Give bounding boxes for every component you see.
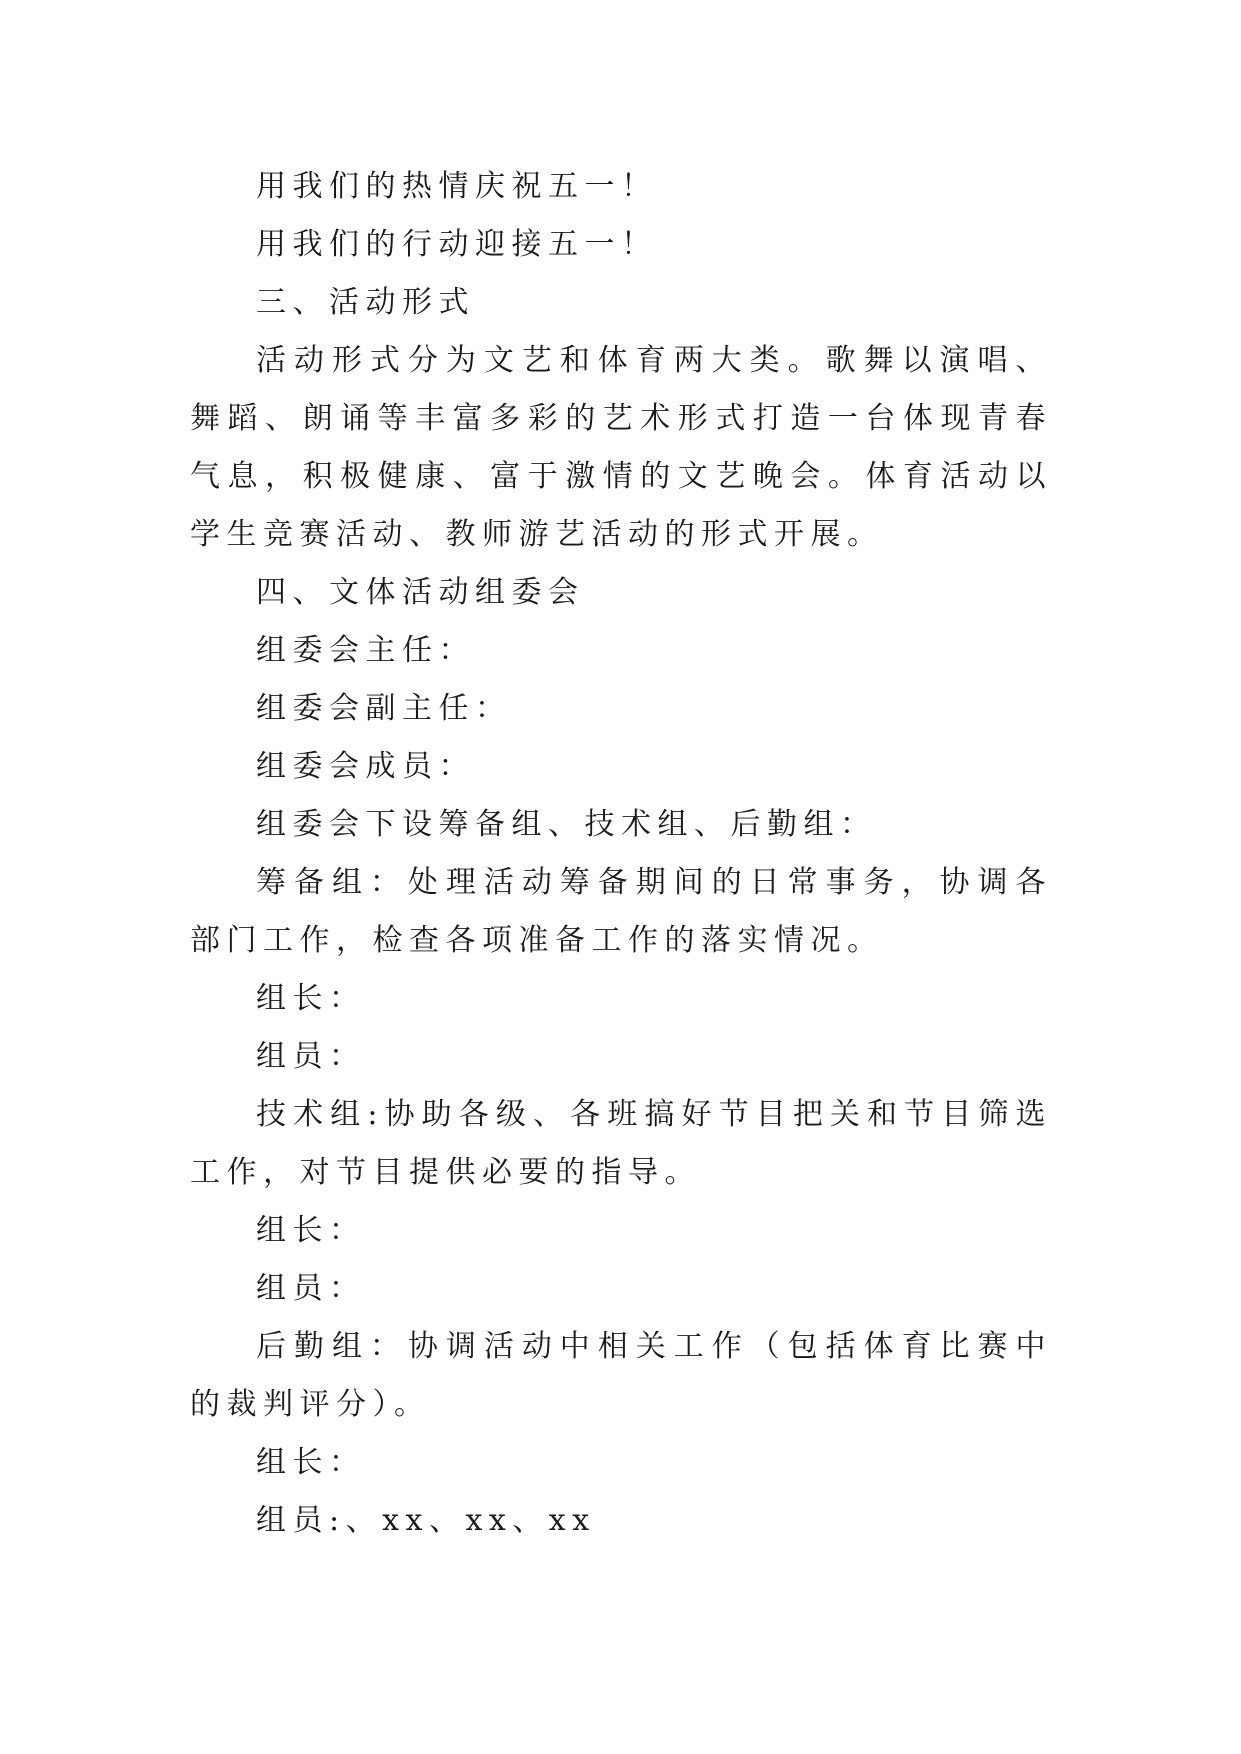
logistics-group-members: 组员:、xx、xx、xx: [256, 1503, 596, 1538]
activity-form-paragraph: 活动形式分为文艺和体育两大类。歌舞以演唱、舞蹈、朗诵等丰富多彩的艺术形式打造一台体现青春气息，积极健康、富于激情的文艺晚会。体育活动以学生竞赛活动、教师游艺活动的形式开展。: [190, 343, 1052, 552]
preparation-group-paragraph: 筹备组：处理活动筹备期间的日常事务，协调各部门工作，检查各项准备工作的落实情况。: [190, 865, 1052, 958]
technical-group-paragraph: 技术组:协助各级、各班搞好节目把关和节目筛选工作，对节目提供必要的指导。: [190, 1097, 1052, 1190]
slogan-line-2: 用我们的行动迎接五一！: [256, 227, 658, 262]
technical-group-leader: 组长：: [256, 1213, 366, 1248]
committee-subgroups: 组委会下设筹备组、技术组、后勤组：: [256, 807, 877, 842]
slogan-line-1: 用我们的热情庆祝五一！: [256, 169, 658, 204]
committee-deputy-director: 组委会副主任：: [256, 691, 512, 726]
section-heading-committee: 四、文体活动组委会: [256, 575, 585, 610]
section-heading-activity-form: 三、活动形式: [256, 285, 475, 320]
technical-group-members: 组员：: [256, 1271, 366, 1306]
document-body: [190, 158, 1052, 1550]
preparation-group-members: 组员：: [256, 1039, 366, 1074]
logistics-group-leader: 组长：: [256, 1445, 366, 1480]
logistics-group-paragraph: 后勤组：协调活动中相关工作（包括体育比赛中的裁判评分）。: [190, 1329, 1052, 1422]
committee-director: 组委会主任：: [256, 633, 475, 668]
preparation-group-leader: 组长：: [256, 981, 366, 1016]
committee-members: 组委会成员：: [256, 749, 475, 784]
